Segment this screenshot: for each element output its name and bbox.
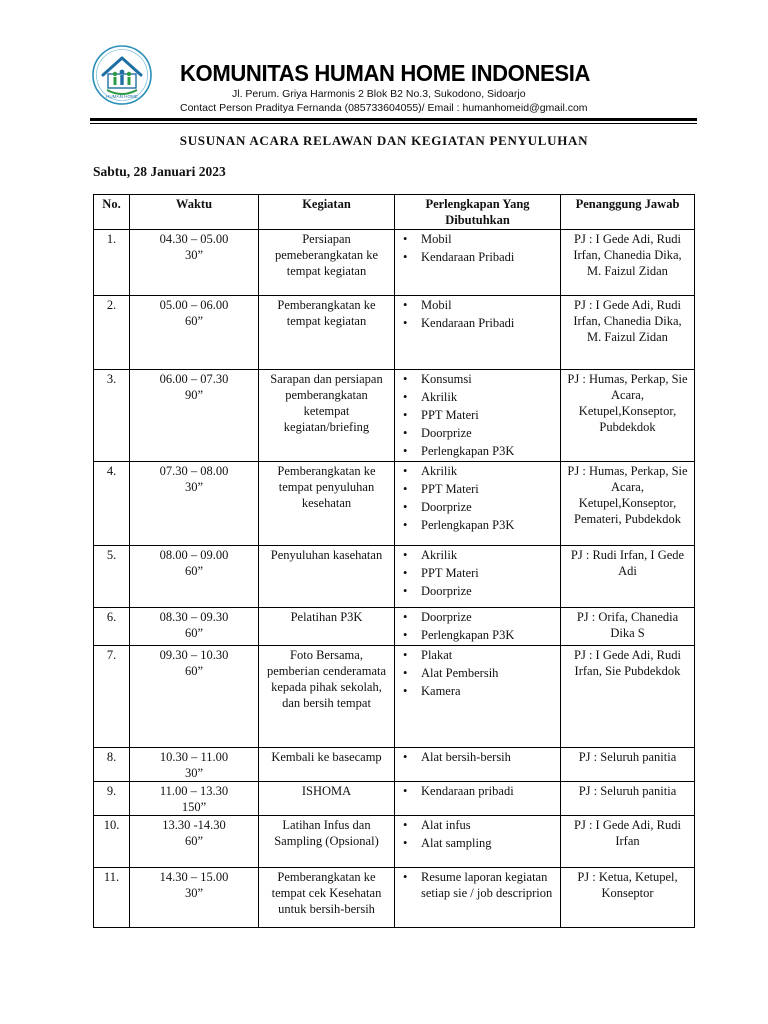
row-person-in-charge: PJ : Seluruh panitia — [561, 782, 695, 816]
row-time — [130, 546, 259, 608]
duration: 60” — [184, 564, 204, 578]
equipment-item: • Alat sampling — [399, 835, 556, 851]
row-activity: Penyuluhan kasehatan — [259, 546, 395, 608]
time-range: 08.00 – 09.00 — [159, 548, 229, 562]
equipment-item: • PPT Materi — [399, 407, 556, 423]
duration: 60” — [184, 834, 204, 848]
equipment-item: • Doorprize — [399, 499, 556, 515]
row-equipment — [395, 868, 561, 928]
row-person-in-charge: PJ : Humas, Perkap, Sie Acara, Ketupel,Konseptor, Pubdekdok — [561, 370, 695, 462]
equipment-list — [399, 463, 556, 533]
row-number: 4. — [94, 462, 130, 546]
row-person-in-charge: PJ : Ketua, Ketupel, Konseptor — [561, 868, 695, 928]
row-number: 2. — [94, 296, 130, 370]
header-penanggung-jawab: Penanggung Jawab — [561, 195, 695, 230]
equipment-item: • Plakat — [399, 647, 556, 663]
row-person-in-charge: PJ : I Gede Adi, Rudi Irfan, Sie Pubdekdok — [561, 646, 695, 748]
row-equipment — [395, 546, 561, 608]
equipment-list — [399, 609, 556, 643]
time-range: 06.00 – 07.30 — [159, 372, 229, 386]
duration: 60” — [184, 664, 204, 678]
duration: 30” — [184, 248, 204, 262]
row-number: 10. — [94, 816, 130, 868]
equipment-item: • Akrilik — [399, 389, 556, 405]
time-range: 07.30 – 08.00 — [159, 464, 229, 478]
equipment-list — [399, 749, 556, 765]
document-title: SUSUNAN ACARA RELAWAN DAN KEGIATAN PENYULUHAN — [179, 133, 589, 148]
row-number: 11. — [94, 868, 130, 928]
row-person-in-charge: PJ : Humas, Perkap, Sie Acara, Ketupel,Konseptor, Pemateri, Pubdekdok — [561, 462, 695, 546]
logo-caption: HUMAN HOME — [106, 94, 138, 99]
table-row — [94, 646, 695, 748]
duration: 30” — [184, 886, 204, 900]
equipment-item: • Perlengkapan P3K — [399, 443, 556, 459]
row-equipment — [395, 230, 561, 296]
row-person-in-charge: PJ : Rudi Irfan, I Gede Adi — [561, 546, 695, 608]
equipment-item: • Alat Pembersih — [399, 665, 556, 681]
schedule-table — [93, 194, 695, 928]
equipment-item: • PPT Materi — [399, 481, 556, 497]
equipment-item: • Doorprize — [399, 609, 556, 625]
organization-name: KOMUNITAS HUMAN HOME INDONESIA — [180, 60, 591, 86]
table-row — [94, 608, 695, 646]
duration: 60” — [184, 314, 204, 328]
row-time — [130, 230, 259, 296]
equipment-list — [399, 297, 556, 331]
equipment-item: • Alat bersih-bersih — [399, 749, 556, 765]
row-time — [130, 608, 259, 646]
row-number: 5. — [94, 546, 130, 608]
equipment-item: • Doorprize — [399, 425, 556, 441]
row-person-in-charge: PJ : I Gede Adi, Rudi Irfan — [561, 816, 695, 868]
row-number: 3. — [94, 370, 130, 462]
equipment-item: • Doorprize — [399, 583, 556, 599]
equipment-item: • Kendaraan Pribadi — [399, 249, 556, 265]
row-time — [130, 816, 259, 868]
equipment-item: • Mobil — [399, 297, 556, 313]
row-person-in-charge: PJ : Orifa, Chanedia Dika S — [561, 608, 695, 646]
table-row — [94, 296, 695, 370]
table-row — [94, 816, 695, 868]
equipment-list — [399, 647, 556, 699]
equipment-item: • Kendaraan pribadi — [399, 783, 556, 799]
equipment-item: • Kendaraan Pribadi — [399, 315, 556, 331]
organization-logo — [91, 44, 153, 112]
row-person-in-charge: PJ : I Gede Adi, Rudi Irfan, Chanedia Dika, M. Faizul Zidan — [561, 230, 695, 296]
row-time — [130, 748, 259, 782]
row-equipment — [395, 748, 561, 782]
time-range: 11.00 – 13.30 — [159, 784, 229, 798]
row-time — [130, 646, 259, 748]
equipment-list — [399, 817, 556, 851]
equipment-item: • Alat infus — [399, 817, 556, 833]
header-kegiatan: Kegiatan — [259, 195, 395, 230]
equipment-item: • Kamera — [399, 683, 556, 699]
table-row — [94, 370, 695, 462]
equipment-list — [399, 547, 556, 599]
row-time — [130, 782, 259, 816]
letterhead-rule-thin — [90, 123, 697, 124]
row-number: 6. — [94, 608, 130, 646]
organization-contact: Contact Person Praditya Fernanda (085733604055)/ Email : humanhomeid@gmail.com — [180, 102, 588, 114]
row-activity: Pemberangkatan ke tempat cek Kesehatan untuk bersih-bersih — [259, 868, 395, 928]
row-activity: Pemberangkatan ke tempat kegiatan — [259, 296, 395, 370]
row-time — [130, 868, 259, 928]
schedule-body — [94, 230, 695, 928]
row-number: 9. — [94, 782, 130, 816]
row-time — [130, 462, 259, 546]
equipment-item: • Akrilik — [399, 463, 556, 479]
row-activity: Latihan Infus dan Sampling (Opsional) — [259, 816, 395, 868]
schedule-header-row — [94, 195, 695, 230]
row-activity: Foto Bersama, pemberian cenderamata kepada pihak sekolah, dan bersih tempat — [259, 646, 395, 748]
time-range: 04.30 – 05.00 — [159, 232, 229, 246]
header-no: No. — [94, 195, 130, 230]
row-activity: ISHOMA — [259, 782, 395, 816]
row-equipment — [395, 370, 561, 462]
equipment-item: • Akrilik — [399, 547, 556, 563]
row-activity: Persiapan pemeberangkatan ke tempat kegiatan — [259, 230, 395, 296]
equipment-item: • Konsumsi — [399, 371, 556, 387]
row-person-in-charge: PJ : Seluruh panitia — [561, 748, 695, 782]
row-activity: Kembali ke basecamp — [259, 748, 395, 782]
table-row — [94, 546, 695, 608]
row-activity: Sarapan dan persiapan pemberangkatan ketempat kegiatan/briefing — [259, 370, 395, 462]
letterhead-rule-thick — [90, 118, 697, 121]
time-range: 14.30 – 15.00 — [159, 870, 229, 884]
time-range: 05.00 – 06.00 — [159, 298, 229, 312]
row-number: 8. — [94, 748, 130, 782]
row-number: 1. — [94, 230, 130, 296]
row-person-in-charge: PJ : I Gede Adi, Rudi Irfan, Chanedia Dika, M. Faizul Zidan — [561, 296, 695, 370]
row-equipment — [395, 782, 561, 816]
time-range: 10.30 – 11.00 — [159, 750, 229, 764]
row-equipment — [395, 608, 561, 646]
equipment-list — [399, 371, 556, 459]
organization-address: Jl. Perum. Griya Harmonis 2 Blok B2 No.3, Sukodono, Sidoarjo — [232, 88, 526, 100]
equipment-item: • Resume laporan kegiatan setiap sie / job descriprion — [399, 869, 556, 901]
duration: 60” — [184, 626, 204, 640]
equipment-list — [399, 869, 556, 901]
duration: 150” — [181, 800, 207, 814]
row-time — [130, 296, 259, 370]
equipment-item: • Perlengkapan P3K — [399, 517, 556, 533]
duration: 30” — [184, 766, 204, 780]
row-activity: Pelatihan P3K — [259, 608, 395, 646]
equipment-item: • Mobil — [399, 231, 556, 247]
equipment-item: • Perlengkapan P3K — [399, 627, 556, 643]
time-range: 09.30 – 10.30 — [159, 648, 229, 662]
duration: 30” — [184, 480, 204, 494]
header-waktu: Waktu — [130, 195, 259, 230]
row-equipment — [395, 296, 561, 370]
table-row — [94, 868, 695, 928]
time-range: 08.30 – 09.30 — [159, 610, 229, 624]
row-activity: Pemberangkatan ke tempat penyuluhan kesehatan — [259, 462, 395, 546]
row-time — [130, 370, 259, 462]
row-equipment — [395, 646, 561, 748]
header-perlengkapan: Perlengkapan Yang Dibutuhkan — [395, 195, 561, 230]
row-number: 7. — [94, 646, 130, 748]
time-range: 13.30 -14.30 — [162, 818, 226, 832]
table-row — [94, 782, 695, 816]
row-equipment — [395, 462, 561, 546]
table-row — [94, 748, 695, 782]
equipment-list — [399, 783, 556, 799]
event-date: Sabtu, 28 Januari 2023 — [93, 164, 226, 179]
duration: 90” — [184, 388, 204, 402]
table-row — [94, 462, 695, 546]
row-equipment — [395, 816, 561, 868]
equipment-list — [399, 231, 556, 265]
table-row — [94, 230, 695, 296]
equipment-item: • PPT Materi — [399, 565, 556, 581]
